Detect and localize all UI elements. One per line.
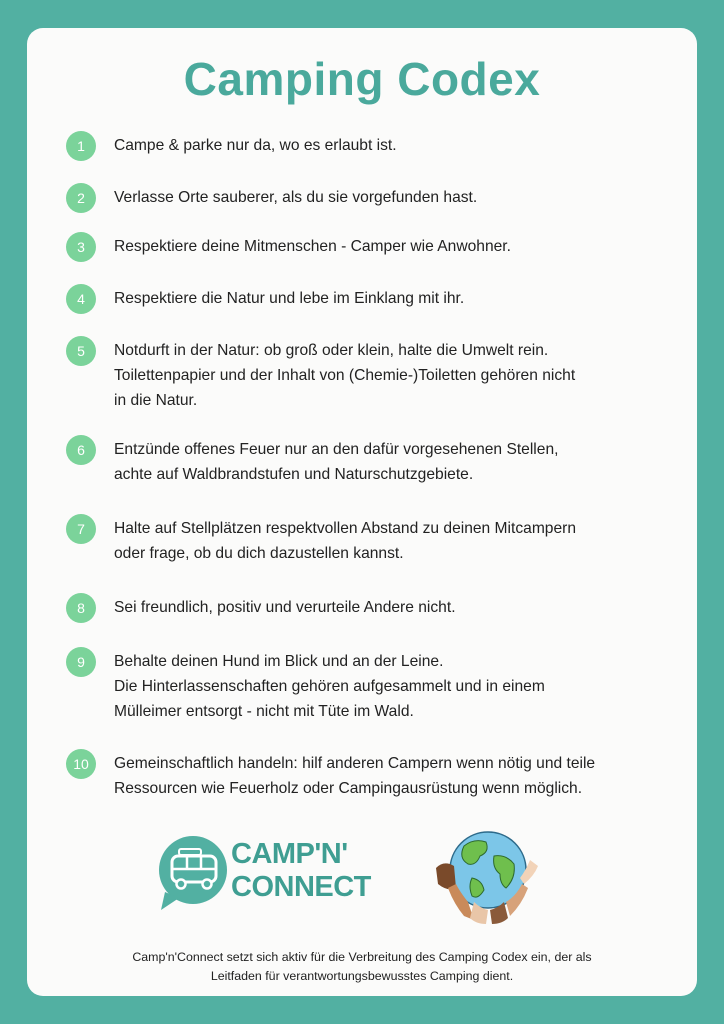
- rule-line: oder frage, ob du dich dazustellen kannst.: [114, 545, 404, 562]
- rule-number-badge: 9: [66, 647, 96, 677]
- rule-line: Mülleimer entsorgt - nicht mit Tüte im Wald.: [114, 703, 414, 720]
- rule-line: Entzünde offenes Feuer nur an den dafür vorgesehenen Stellen,: [114, 441, 559, 458]
- rule-text: [114, 338, 674, 413]
- rule-number-badge: 6: [66, 435, 96, 465]
- rule-line: achte auf Waldbrandstufen und Naturschutzgebiete.: [114, 466, 474, 483]
- rule-number-badge: 7: [66, 514, 96, 544]
- rule-number-badge: 2: [66, 183, 96, 213]
- rule-line: Behalte deinen Hund im Blick und an der Leine.: [114, 653, 444, 670]
- logo-line: CAMP'N': [231, 838, 348, 870]
- footer-note: [40, 948, 684, 986]
- rule-line: Respektiere deine Mitmenschen - Camper wie Anwohner.: [114, 238, 511, 255]
- rule-text: [114, 234, 674, 259]
- rule-text: [114, 286, 674, 311]
- campnconnect-logo: [157, 834, 371, 914]
- footer-line: Camp'n'Connect setzt sich aktiv für die Verbreitung des Camping Codex ein, der als: [132, 950, 592, 964]
- rule-text: [114, 751, 674, 801]
- rule-line: Verlasse Orte sauberer, als du sie vorgefunden hast.: [114, 189, 478, 206]
- rule-text: [114, 133, 674, 158]
- rule-text: [114, 595, 674, 620]
- rule-line: Campe & parke nur da, wo es erlaubt ist.: [114, 137, 397, 154]
- logo-line: CONNECT: [231, 871, 371, 903]
- rule-line: Sei freundlich, positiv und verurteile Andere nicht.: [114, 599, 456, 616]
- rule-line: Toilettenpapier und der Inhalt von (Chemie-)Toiletten gehören nicht: [114, 367, 576, 384]
- footer-line: Leitfaden für verantwortungsbewusstes Camping dient.: [210, 969, 514, 983]
- rule-line: in die Natur.: [114, 392, 198, 409]
- rule-line: Gemeinschaftlich handeln: hilf anderen Campern wenn nötig und teile: [114, 755, 596, 772]
- rule-line: Notdurft in der Natur: ob groß oder klein, halte die Umwelt rein.: [114, 342, 549, 359]
- rule-number-badge: 5: [66, 336, 96, 366]
- rule-line: Die Hinterlassenschaften gehören aufgesammelt und in einem: [114, 678, 545, 695]
- rule-line: Ressourcen wie Feuerholz oder Campingausrüstung wenn möglich.: [114, 780, 583, 797]
- rule-text: [114, 649, 674, 724]
- page-title: Camping Codex: [183, 53, 541, 105]
- rule-number-badge: 10: [66, 749, 96, 779]
- camper-van-icon: [157, 834, 229, 914]
- rule-line: Respektiere die Natur und lebe im Einklang mit ihr.: [114, 290, 465, 307]
- globe-in-hands-icon: [430, 826, 546, 926]
- rule-text: [114, 516, 674, 566]
- rule-number-badge: 4: [66, 284, 96, 314]
- rule-number-badge: 8: [66, 593, 96, 623]
- rule-text: [114, 437, 674, 487]
- rule-number-badge: 1: [66, 131, 96, 161]
- logo-wordmark: [231, 838, 371, 904]
- rule-number-badge: 3: [66, 232, 96, 262]
- rule-line: Halte auf Stellplätzen respektvollen Abstand zu deinen Mitcampern: [114, 520, 577, 537]
- rule-text: [114, 185, 674, 210]
